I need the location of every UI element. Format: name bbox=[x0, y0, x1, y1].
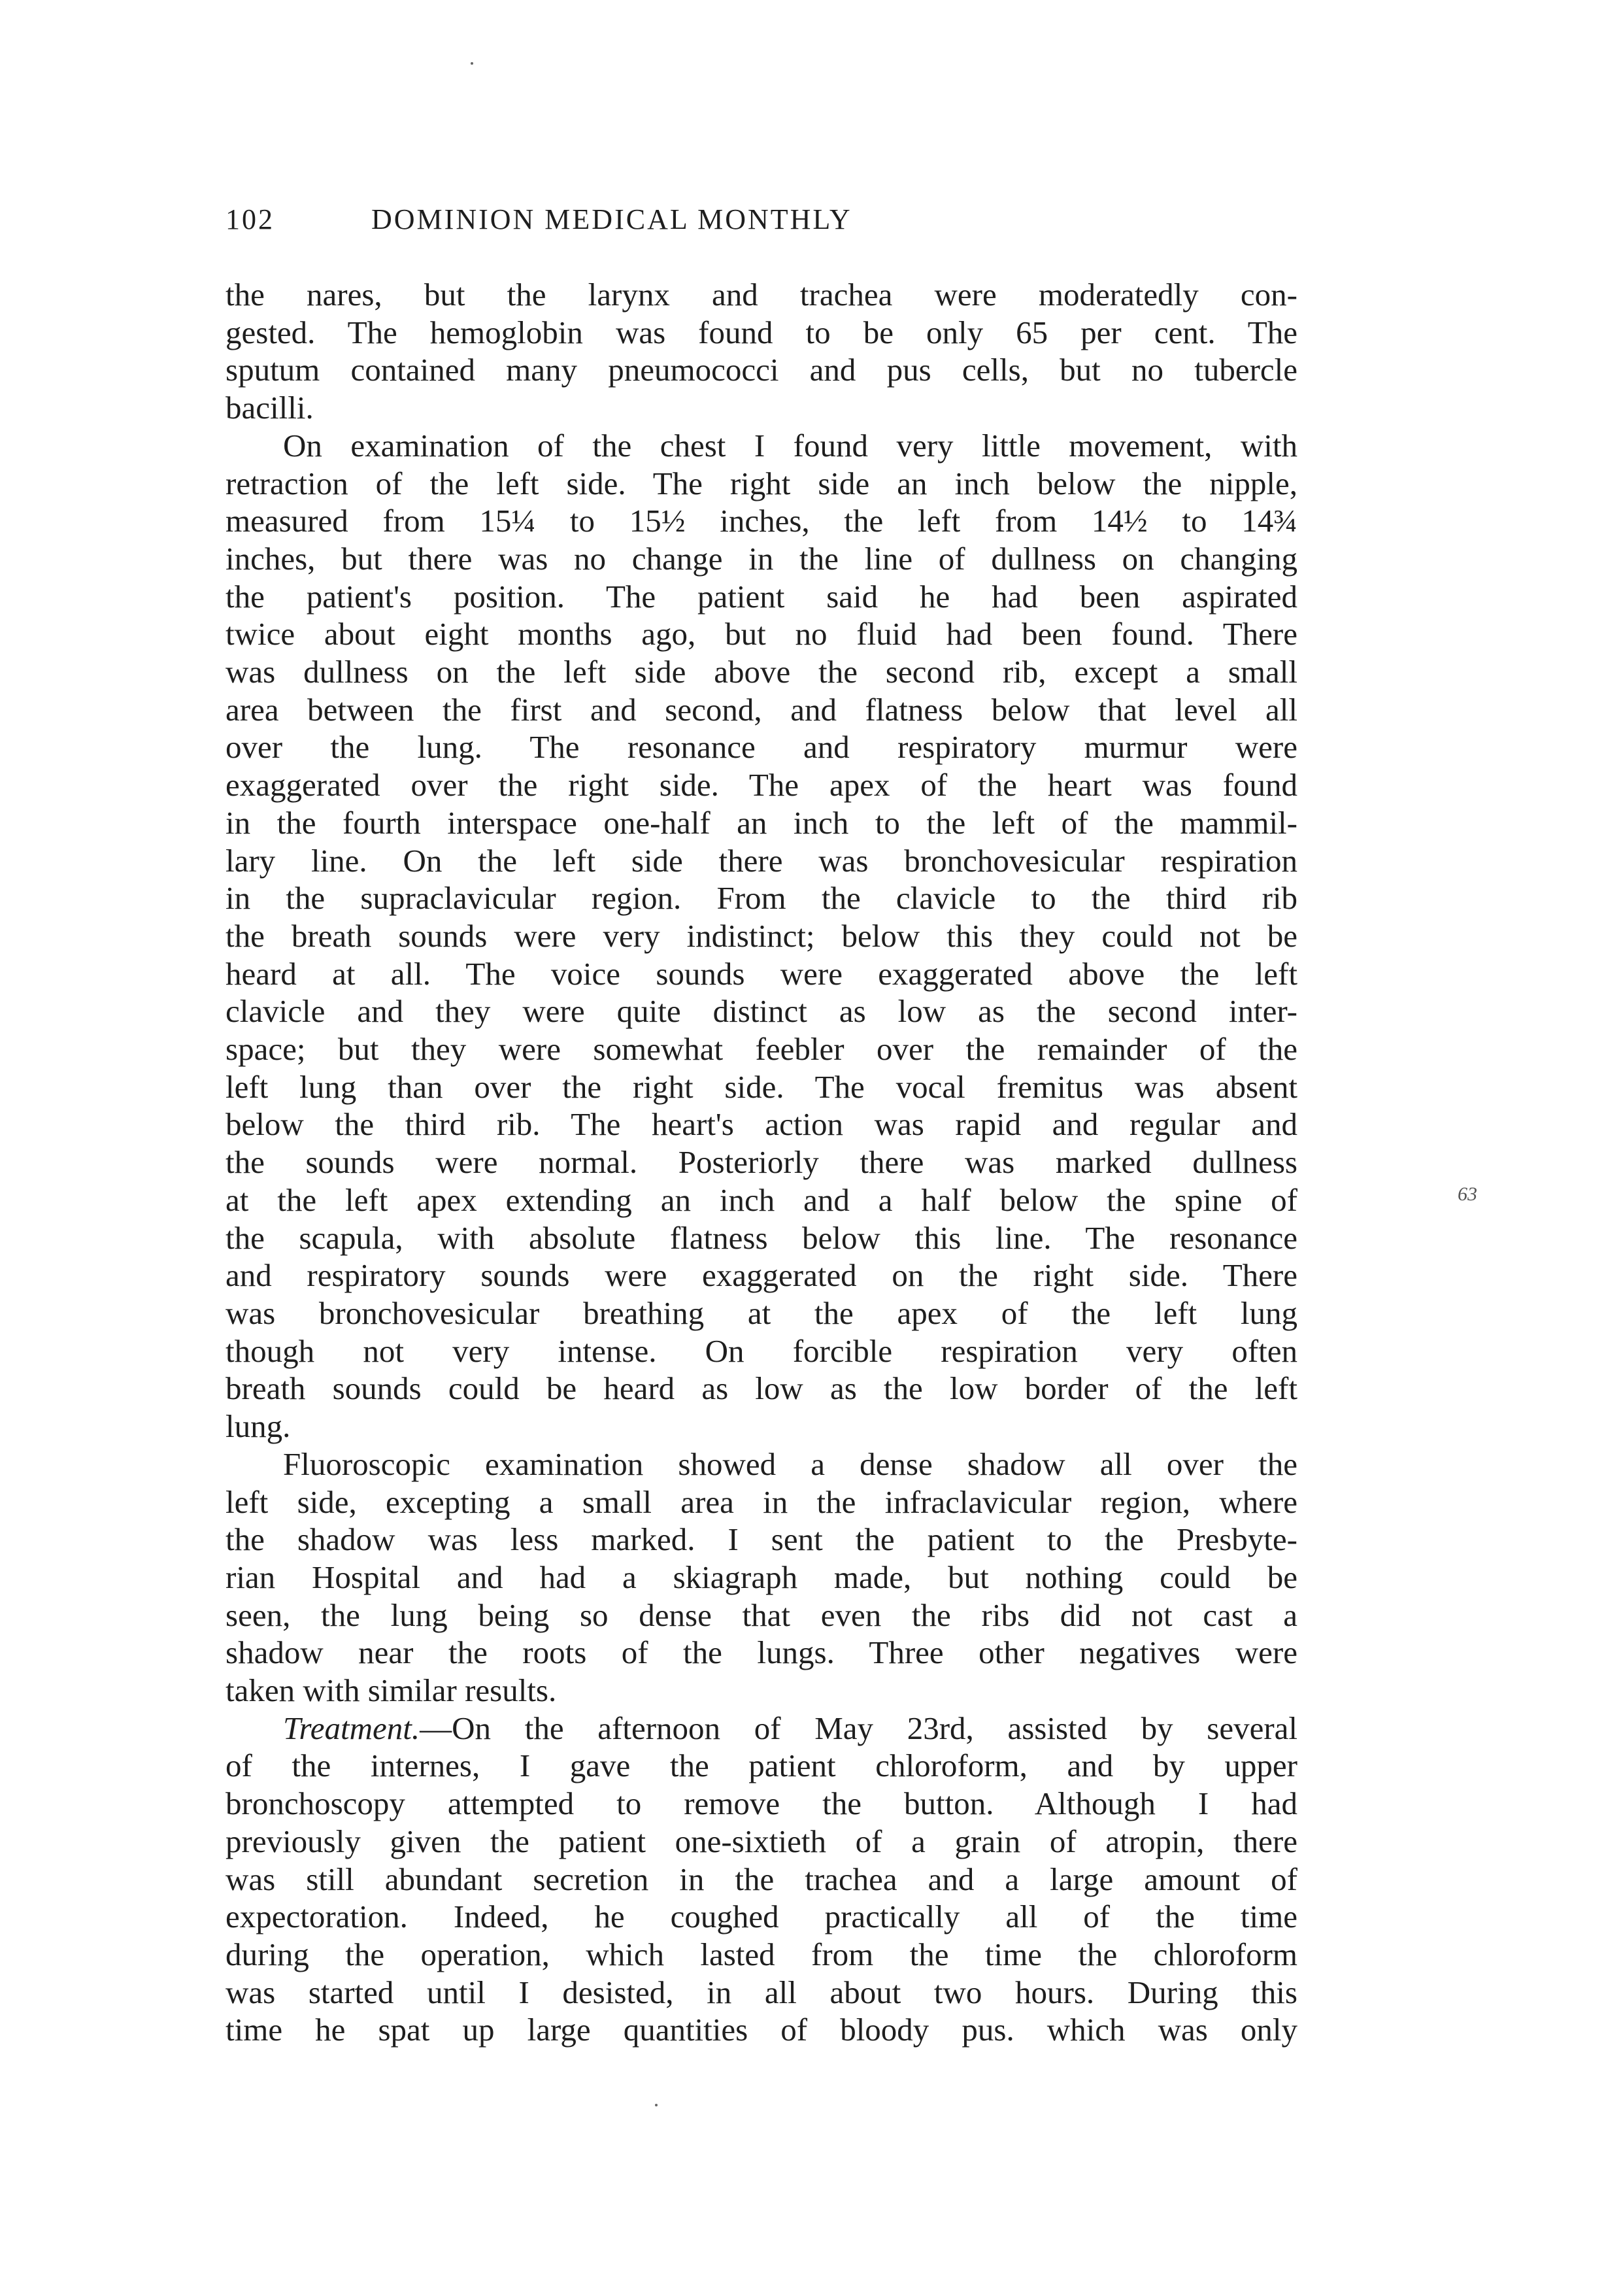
paragraph-4 bbox=[226, 1710, 1297, 2049]
text-line: of the internes, I gave the patient chloroform, and by upper bbox=[226, 1747, 1297, 1784]
text-line: rian Hospital and had a skiagraph made, but nothing could be bbox=[226, 1559, 1297, 1595]
text-line: gested. The hemoglobin was found to be only 65 per cent. The bbox=[226, 314, 1297, 350]
text-line: measured from 15¼ to 15½ inches, the left from 14½ to 14¾ bbox=[226, 503, 1297, 539]
text-line: exaggerated over the right side. The apex of the heart was found bbox=[226, 767, 1297, 803]
text-line: left side, excepting a small area in the infraclavicular region, where bbox=[226, 1483, 1297, 1520]
text-line: lung. bbox=[226, 1408, 291, 1445]
paragraph-1 bbox=[226, 276, 1297, 427]
text-line: left lung than over the right side. The vocal fremitus was absent bbox=[226, 1068, 1297, 1105]
text-line: seen, the lung being so dense that even the ribs did not cast a bbox=[226, 1596, 1297, 1633]
running-title: DOMINION MEDICAL MONTHLY bbox=[371, 203, 852, 235]
text-line: during the operation, which lasted from the time the chloroform bbox=[226, 1936, 1297, 1972]
text-line: the breath sounds were very indistinct; below this they could not be bbox=[226, 917, 1297, 954]
section-lead: Treatment. bbox=[283, 1710, 420, 1746]
text-line: at the left apex extending an inch and a half below the spine of bbox=[226, 1181, 1297, 1218]
text-line bbox=[226, 1710, 1297, 1747]
text-line: sputum contained many pneumococci and pus cells, but no tubercle bbox=[226, 352, 1297, 388]
text-line: the sounds were normal. Posteriorly there was marked dullness bbox=[226, 1144, 1297, 1181]
text-line: twice about eight months ago, but no fluid had been found. There bbox=[226, 616, 1297, 652]
text-line: the patient's position. The patient said he had been aspirated bbox=[226, 578, 1297, 615]
scan-speck bbox=[471, 62, 473, 65]
text-line: though not very intense. On forcible respiration very often bbox=[226, 1332, 1297, 1369]
text-line: the nares, but the larynx and trachea were moderatedly con- bbox=[226, 277, 1297, 312]
text-line: bacilli. bbox=[226, 390, 314, 426]
text-line: the scapula, with absolute flatness below this line. The resonance bbox=[226, 1219, 1297, 1256]
text-line: and respiratory sounds were exaggerated on the right side. There bbox=[226, 1257, 1297, 1294]
text-line: previously given the patient one-sixtieth of a grain of atropin, there bbox=[226, 1823, 1297, 1859]
text-line: expectoration. Indeed, he coughed practically all of the time bbox=[226, 1899, 1297, 1935]
text-line: heard at all. The voice sounds were exaggerated above the left bbox=[226, 955, 1297, 992]
text-line: area between the first and second, and flatness below that level all bbox=[226, 691, 1297, 728]
paragraph-3 bbox=[226, 1445, 1297, 1710]
paragraph-2 bbox=[226, 427, 1297, 1445]
section-lead-rest: —On the afternoon of May 23rd, assisted by several bbox=[420, 1710, 1297, 1746]
text-line: lary line. On the left side there was bronchovesicular respiration bbox=[226, 842, 1297, 879]
text-line: breath sounds could be heard as low as the low border of the left bbox=[226, 1370, 1297, 1407]
text-line: shadow near the roots of the lungs. Three other negatives were bbox=[226, 1634, 1297, 1671]
text-line: below the third rib. The heart's action was rapid and regular and bbox=[226, 1106, 1297, 1143]
text-line: in the fourth interspace one-half an inch to the left of the mammil- bbox=[226, 804, 1297, 841]
text-line: retraction of the left side. The right side an inch below the nipple, bbox=[226, 465, 1297, 501]
scan-speck bbox=[655, 2104, 658, 2106]
text-line: in the supraclavicular region. From the clavicle to the third rib bbox=[226, 880, 1297, 917]
body-text bbox=[226, 276, 1297, 2049]
text-line: space; but they were somewhat feebler over the remainder of the bbox=[226, 1031, 1297, 1068]
text-line: was dullness on the left side above the second rib, except a small bbox=[226, 654, 1297, 690]
text-line: taken with similar results. bbox=[226, 1672, 557, 1709]
text-line: time he spat up large quantities of bloody pus. which was only bbox=[226, 2012, 1297, 2048]
text-line: was started until I desisted, in all about two hours. During this bbox=[226, 1974, 1297, 2010]
text-line: On examination of the chest I found very little movement, with bbox=[283, 427, 1297, 464]
text-line: inches, but there was no change in the line of dullness on changing bbox=[226, 540, 1297, 577]
text-line: the shadow was less marked. I sent the patient to the Presbyte- bbox=[226, 1521, 1297, 1558]
text-line: over the lung. The resonance and respiratory murmur were bbox=[226, 729, 1297, 766]
margin-note: 63 bbox=[1458, 1183, 1477, 1205]
text-line: clavicle and they were quite distinct as low as the second inter- bbox=[226, 993, 1297, 1030]
page-number: 102 bbox=[226, 203, 275, 235]
page-header bbox=[226, 203, 1010, 248]
text-line: was still abundant secretion in the trachea and a large amount of bbox=[226, 1861, 1297, 1897]
text-line: Fluoroscopic examination showed a dense shadow all over the bbox=[283, 1445, 1297, 1482]
text-line: was bronchovesicular breathing at the apex of the left lung bbox=[226, 1294, 1297, 1331]
text-line: bronchoscopy attempted to remove the button. Although I had bbox=[226, 1785, 1297, 1822]
